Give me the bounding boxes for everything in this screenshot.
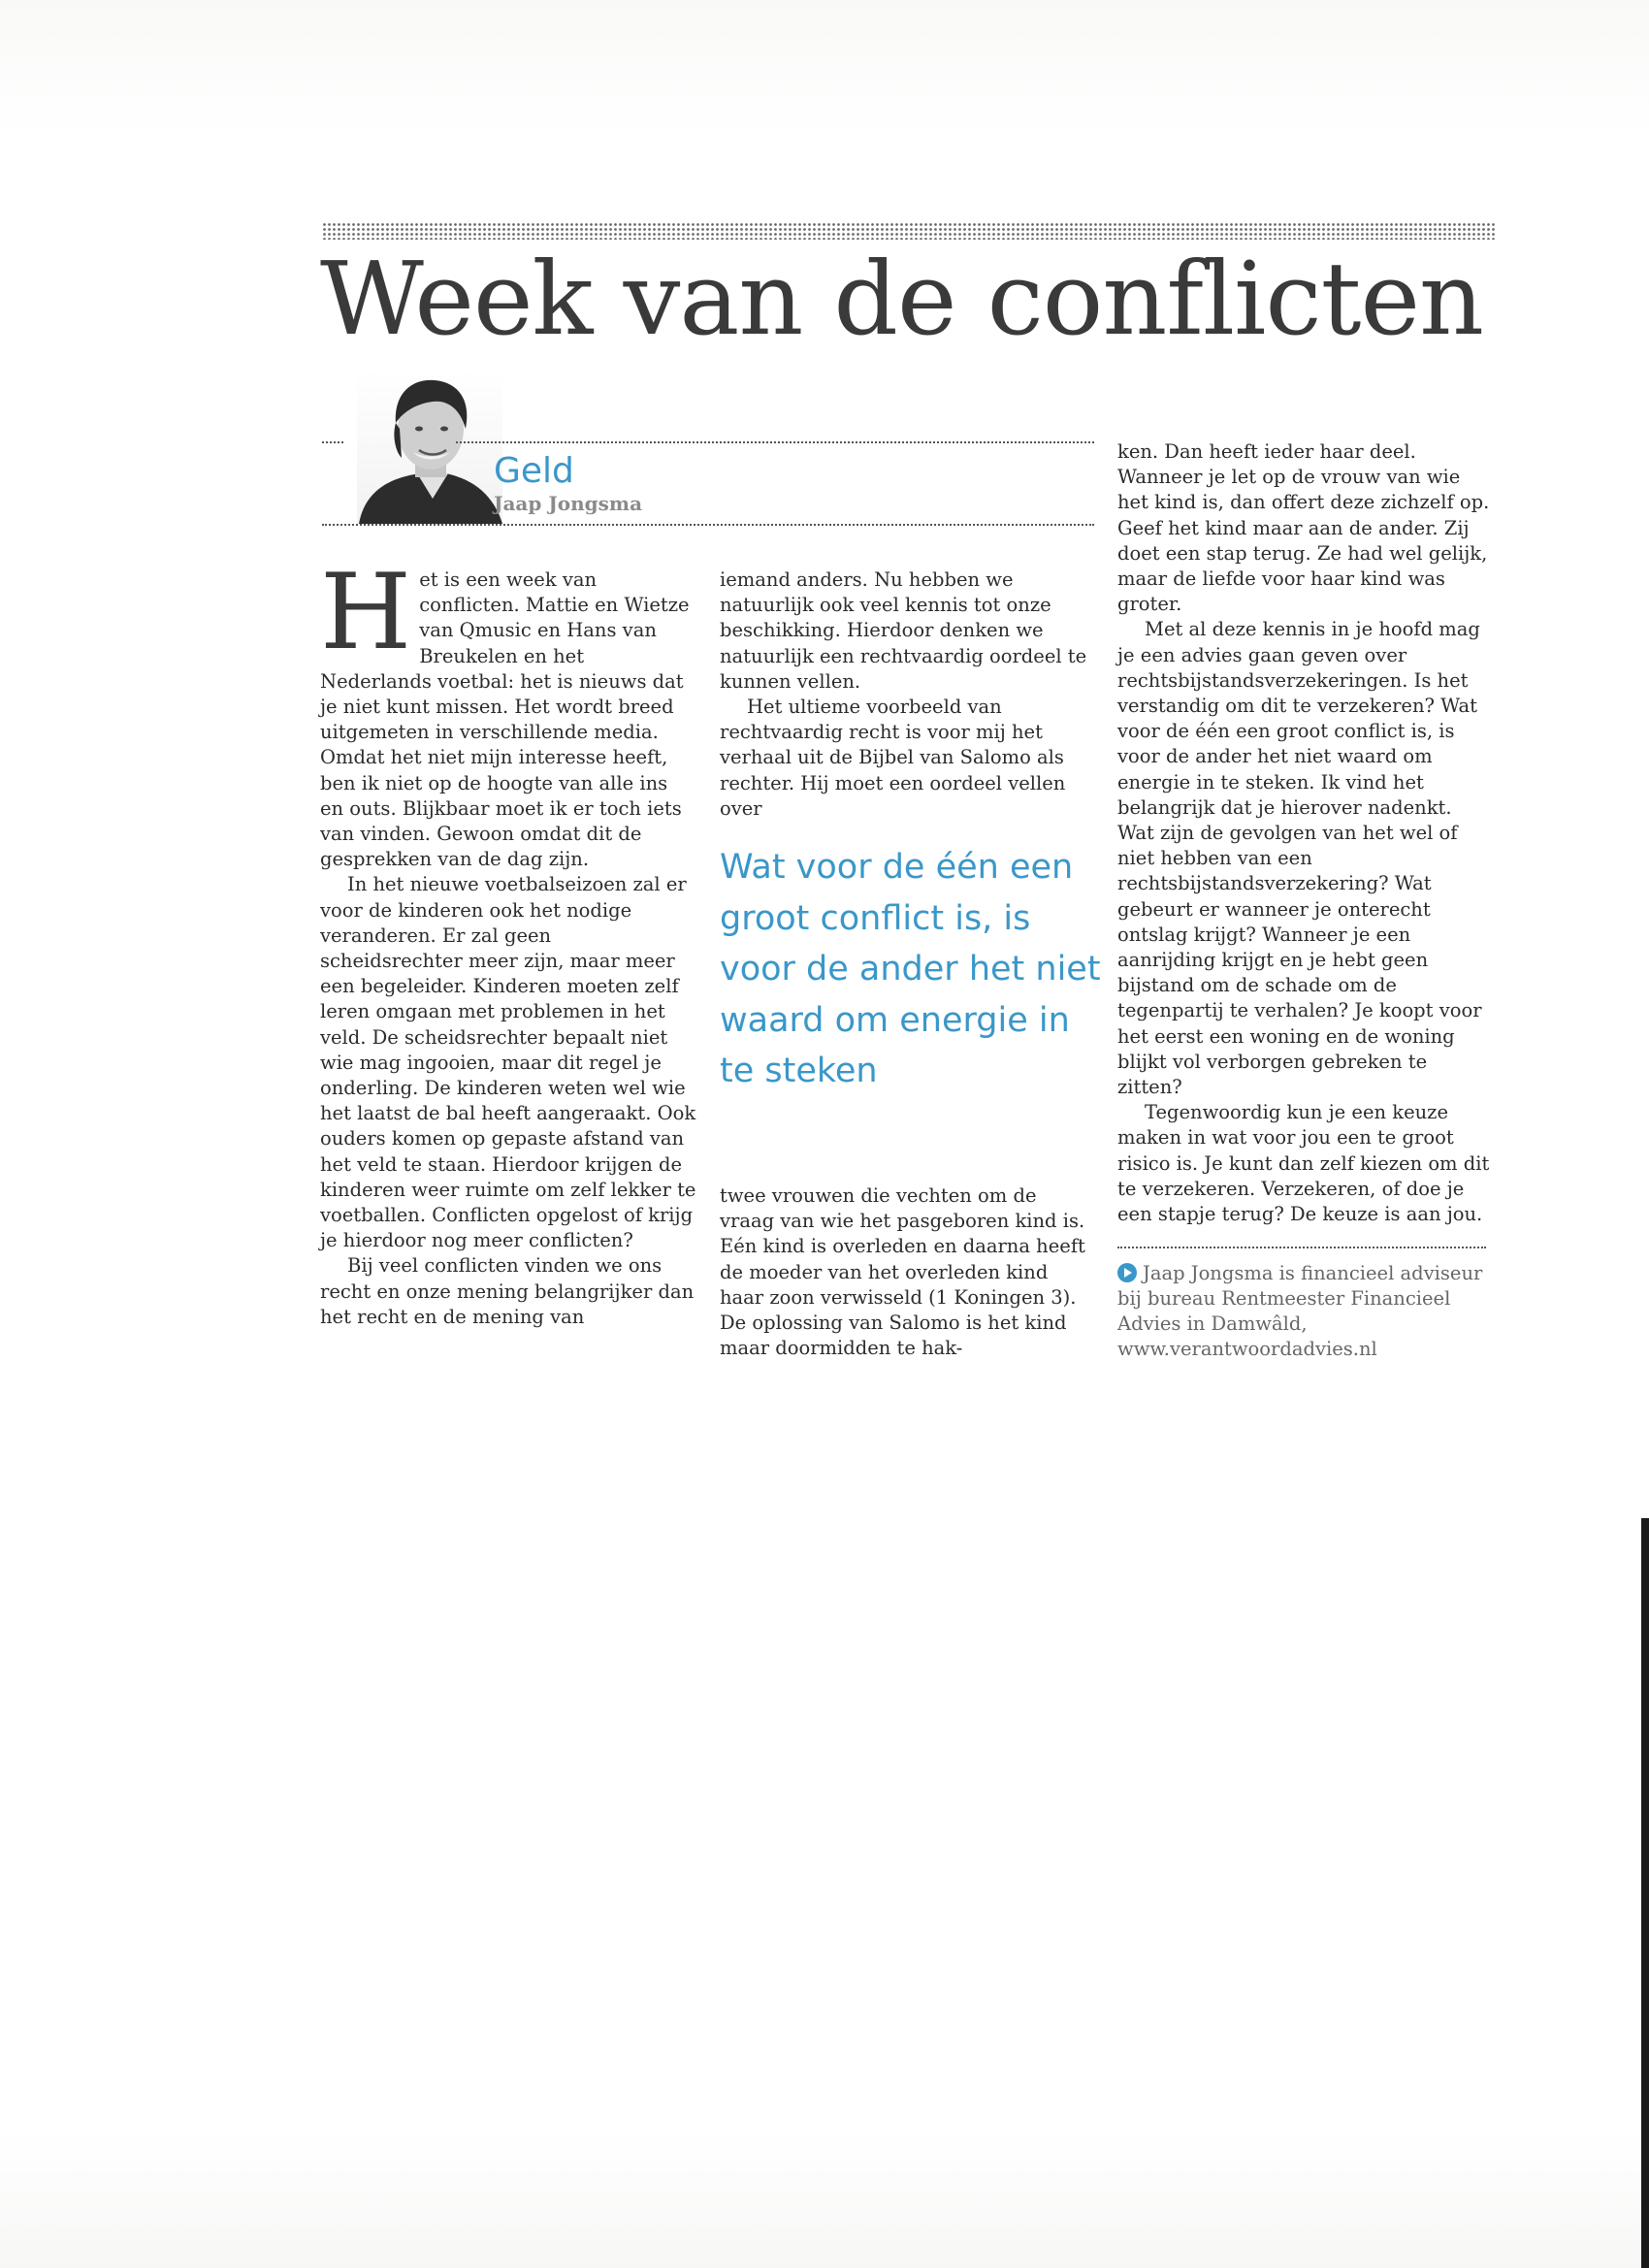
author-note (1117, 1261, 1486, 1362)
article-column-3 (1117, 439, 1490, 1227)
article-column-1 (320, 552, 696, 1330)
article-title: Week van de conflicten (320, 240, 1483, 358)
header-rule-top (456, 441, 1094, 443)
pull-quote: Wat voor de één een groot conflict is, is voor de ander het niet waard om energie in te steken (720, 848, 1101, 1090)
header-rule-bottom (322, 524, 1094, 526)
paragraph-8: Met al deze kennis in je hoofd mag je een advies gaan geven over rechtsbijstandsverzekeringen. Is het verstandig om dit te verzekeren? Wat voor de één een groot conflict is, is voor de ander het niet waard om energie in te steken. Ik vind het belangrijk dat je hierover nadenkt. Wat zijn de gevolgen van het wel of niet hebben van een rechtsbijstandsverzekering? Wat gebeurt er wanneer je onterecht ontslag krijgt? Wanneer je een aanrijding krijgt en je hebt geen bijstand om de schade om de tegenpartij te verhalen? Je koopt voor het eerst een woning en de woning blijkt vol verborgen gebreken te zitten? (1117, 618, 1482, 1099)
article-column-2-bottom (720, 1183, 1096, 1361)
paragraph-2: In het nieuwe voetbalseizoen zal er voor de kinderen ook het nodige veranderen. Er zal geen scheidsrechter meer zijn, maar meer een begeleider. Kinderen moeten zelf leren omgaan met problemen in het veld. De scheidsrechter bepaalt niet wie mag ingooien, maar dit regel je onderling. De kinderen weten wel wie het laatst de bal heeft aangeraakt. Ook ouders komen op gepaste afstand van het veld te staan. Hierdoor krijgen de kinderen weer ruimte om zelf lekker te voetballen. Conflicten opgelost of krijg je hierdoor nog meer conflicten? (320, 873, 696, 1252)
author-note-text: Jaap Jongsma is financieel adviseur bij bureau Rentmeester Financieel Advies in Damwâld, www.verantwoordadvies.nl (1117, 1262, 1483, 1360)
paragraph-5: Het ultieme voorbeeld van rechtvaardig recht is voor mij het verhaal uit de Bijbel van Salomo als rechter. Hij moet een oordeel vellen over (720, 696, 1066, 820)
section-label: Geld (494, 451, 574, 491)
paragraph-6: twee vrouwen die vechten om de vraag van wie het pasgeboren kind is. Eén kind is overleden en daarna heeft de moeder van het overleden kind haar zoon verwisseld (1 Koningen 3). De oplossing van Salomo is het kind maar doormidden te hak- (720, 1184, 1085, 1360)
author-photo (357, 369, 502, 524)
play-circle-icon (1117, 1263, 1137, 1282)
drop-cap: H (320, 552, 412, 673)
paragraph-3: Bij veel conflicten vinden we ons recht en onze mening belangrijker dan het recht en de mening van (320, 1254, 695, 1328)
footer-rule (1117, 1247, 1486, 1248)
top-dotted-rule (322, 222, 1496, 240)
header-rule-left (322, 441, 343, 443)
article-column-2-top (720, 567, 1096, 822)
paragraph-7: ken. Dan heeft ieder haar deel. Wanneer je let op de vrouw van wie het kind is, dan offert deze zichzelf op. Geef het kind maar aan de ander. Zij doet een stap terug. Ze had wel gelijk, maar de liefde voor haar kind was groter. (1117, 440, 1490, 616)
paragraph-4: iemand anders. Nu hebben we natuurlijk ook veel kennis tot onze beschikking. Hierdoor denken we natuurlijk een rechtvaardig oordeel te kunnen vellen. (720, 568, 1087, 693)
paragraph-9: Tegenwoordig kun je een keuze maken in wat voor jou een te groot risico is. Je kunt dan zelf kiezen om dit te verzekeren. Verzekeren, of doe je een stapje terug? De keuze is aan jou. (1117, 1101, 1490, 1226)
paragraph-1: Het is een week van conflicten. Mattie en Wietze van Qmusic en Hans van Breukelen en het Nederlands voetbal: het is nieuws dat je niet kunt missen. Het wordt breed uitgemeten in verschillende media. Omdat het niet mijn interesse heeft, ben ik niet op de hoogte van alle ins en outs. Blijkbaar moet ik er toch iets van vinden. Gewoon omdat dit de gesprekken van de dag zijn. (320, 552, 690, 871)
author-byline: Jaap Jongsma (494, 492, 643, 515)
scan-edge (1641, 1518, 1649, 2268)
author-portrait-icon (357, 369, 502, 524)
